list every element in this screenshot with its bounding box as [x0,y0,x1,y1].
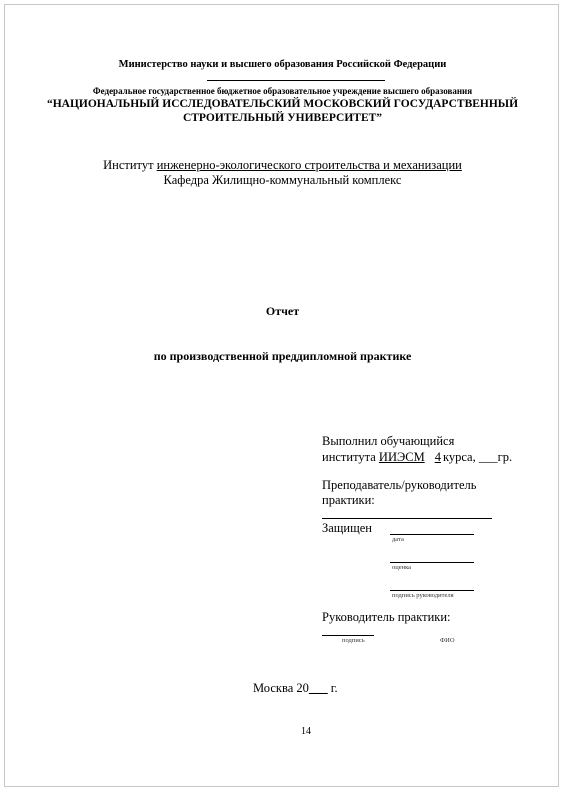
institute-line [0,158,565,173]
institute-word: института [322,450,379,464]
group-blank: ___ [478,450,498,464]
institute-name: инженерно-экологического строительства и механизации [156,158,462,172]
ministry-heading: Министерство науки и высшего образования Российской Федерации [118,59,447,70]
group-word: гр. [497,450,513,464]
grade-line [390,562,474,563]
university-name-line1: “НАЦИОНАЛЬНЫЙ ИССЛЕДОВАТЕЛЬСКИЙ МОСКОВСКИЙ ГОСУДАРСТВЕННЫЙ [46,98,519,110]
practice-head-label: Руководитель практики: [322,610,451,624]
city-year-prefix: Москва 20 [253,681,309,695]
fio-caption: ФИО [440,637,455,644]
performed-by-label: Выполнил обучающийся [322,434,455,448]
department-line: Кафедра Жилищно-коммунальный комплекс [163,173,402,187]
signature-caption: подпись [342,637,365,644]
supervisor-signature-caption: подпись руководителя [392,592,454,599]
supervisor-label-line2: практики: [322,493,375,507]
supervisor-label-line1: Преподаватель/руководитель [322,478,477,492]
institute-prefix: Институт [103,158,157,172]
page-number: 14 [301,726,311,737]
date-caption: дата [392,536,404,543]
course-number: 4 [434,450,441,464]
supervisor-name-line [322,518,492,519]
university-name-line2: СТРОИТЕЛЬНЫЙ УНИВЕРСИТЕТ” [182,112,383,124]
city-year-blank: ___ [308,681,328,695]
signature-line [322,635,374,636]
federal-institution-line: Федеральное государственное бюджетное образовательное учреждение высшего образования [92,86,473,96]
grade-caption: оценка [392,564,412,571]
defended-label: Защищен [322,521,372,535]
student-info-line [322,450,512,465]
supervisor-signature-line [390,590,474,591]
report-subtitle: по производственной преддипломной практике [153,349,412,363]
institute-abbr: ИИЭСМ [378,450,425,464]
city-year-line [253,681,338,696]
course-word: курса, [442,450,479,464]
ministry-divider [207,80,385,81]
report-title: Отчет [265,304,300,318]
date-line [390,534,474,535]
city-year-suffix: г. [327,681,338,695]
